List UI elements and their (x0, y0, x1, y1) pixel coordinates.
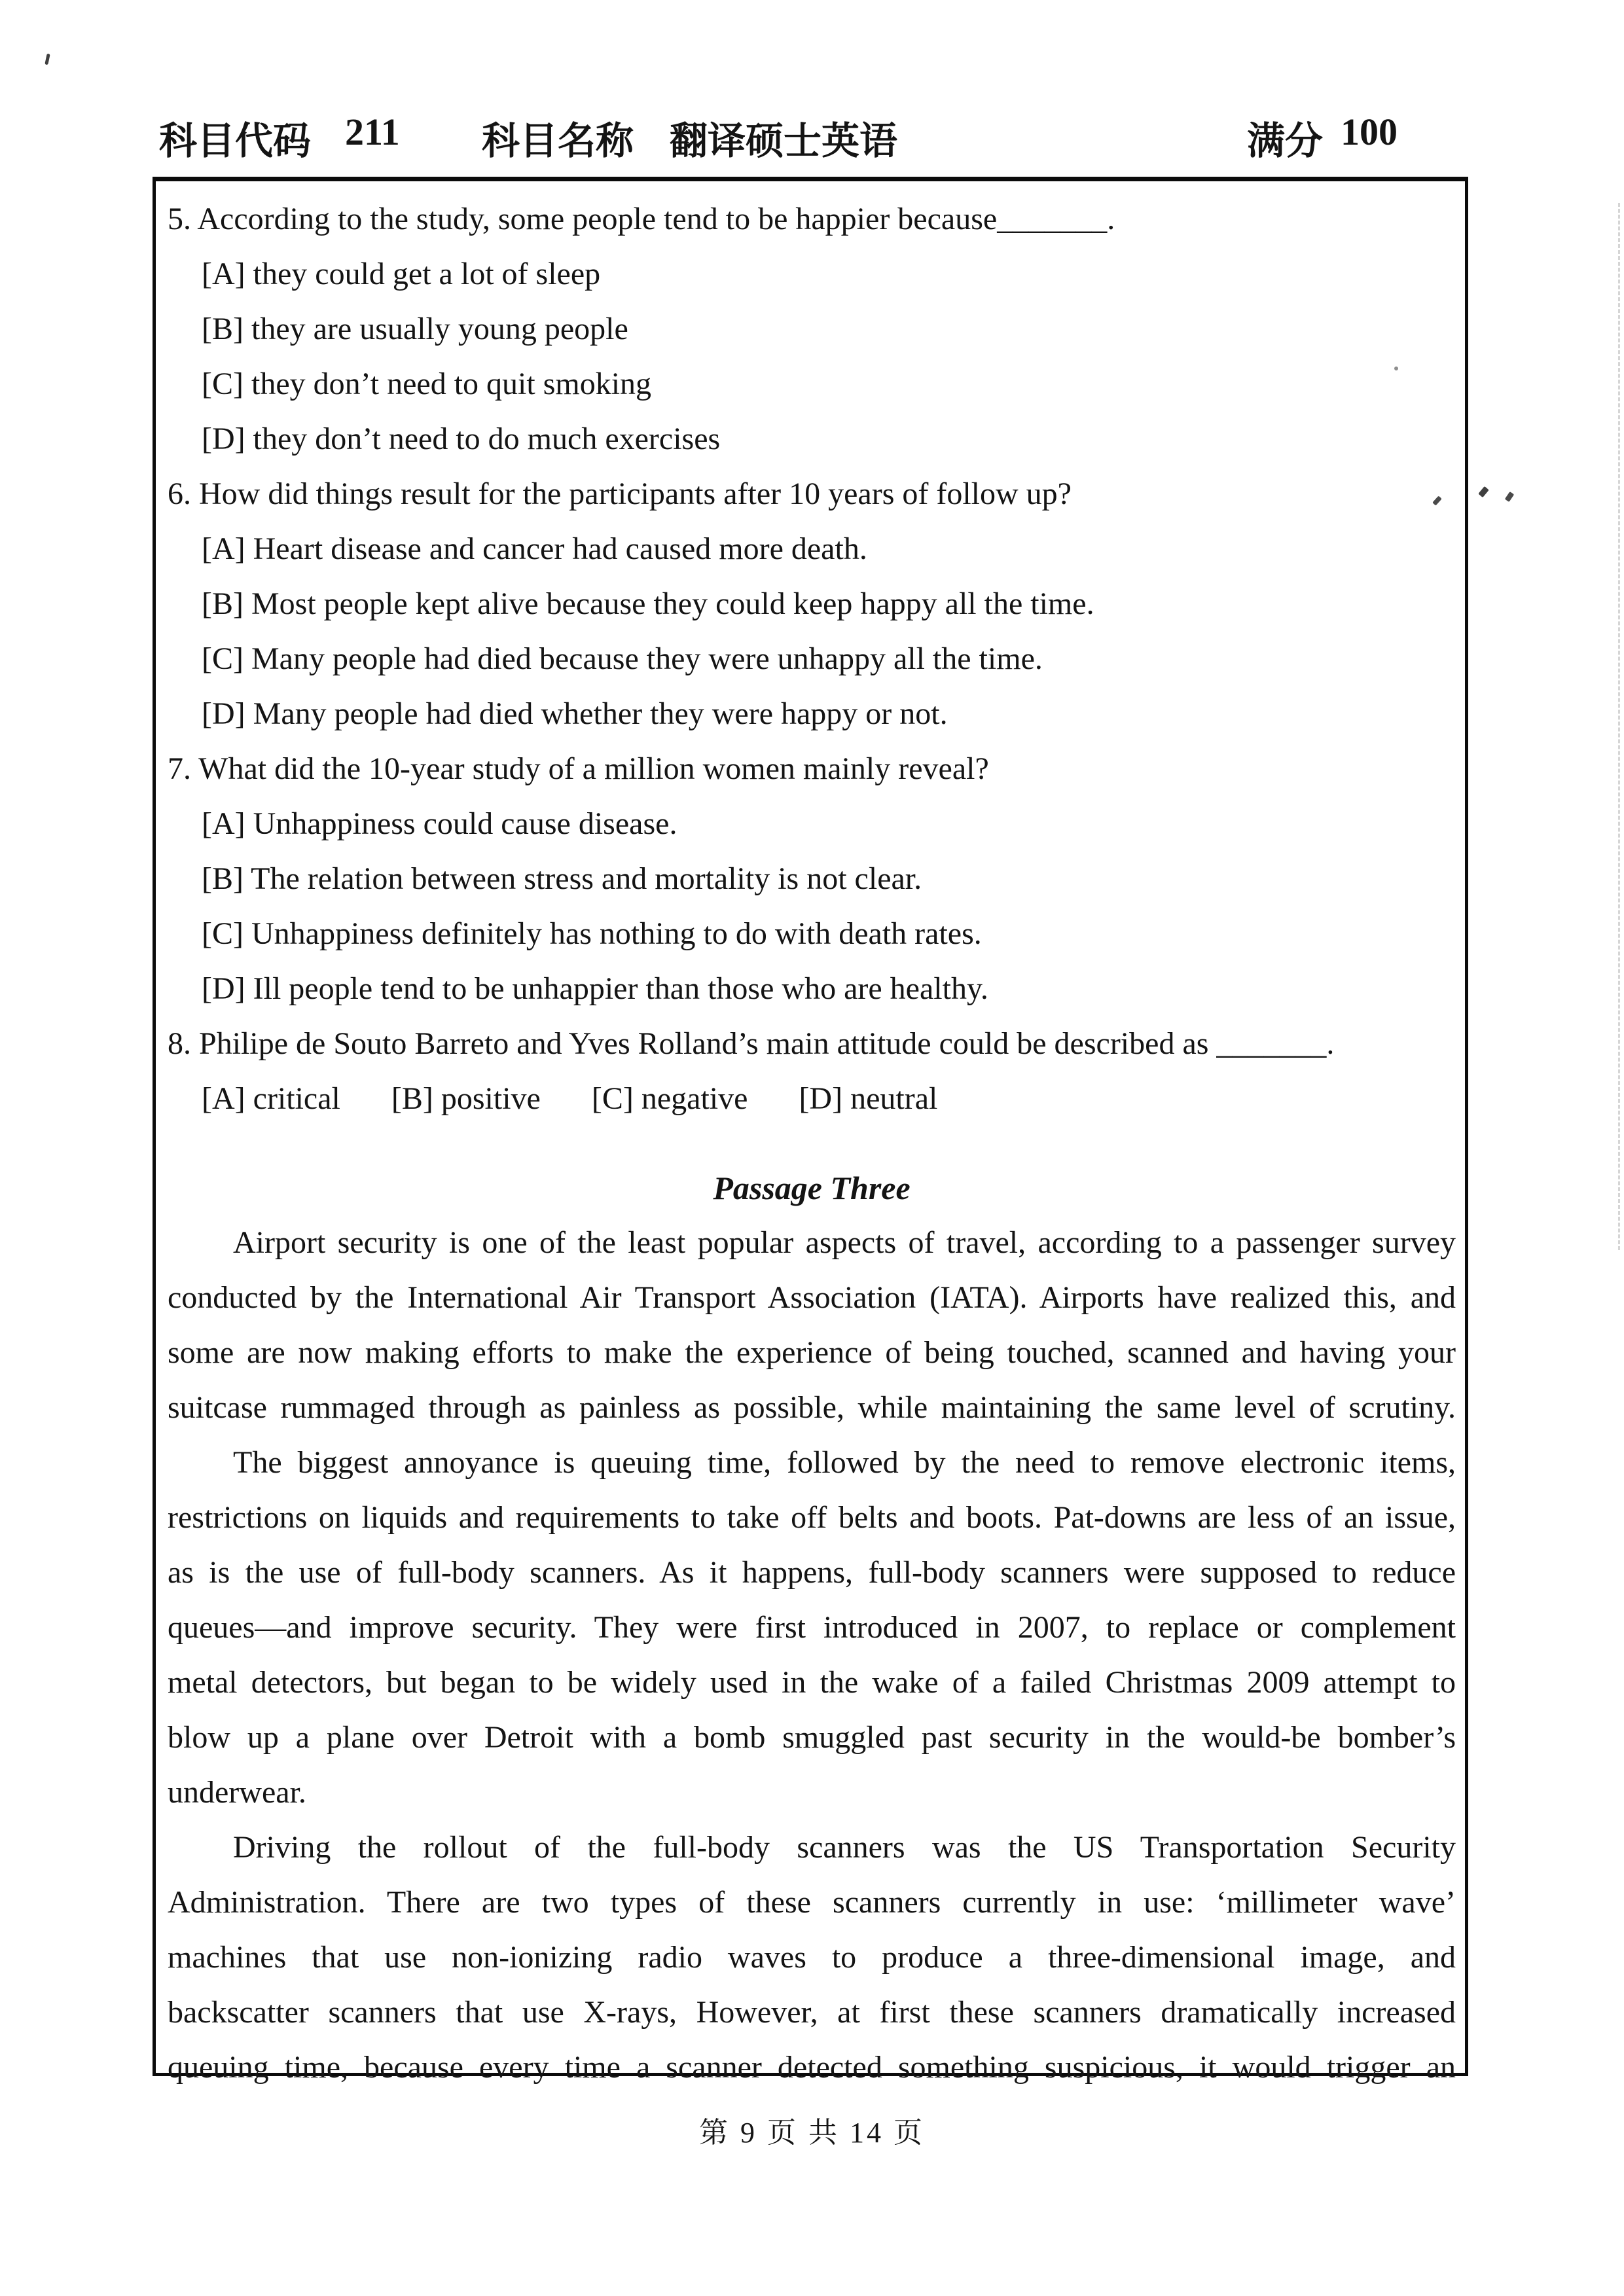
subject-code-value: 211 (345, 111, 400, 153)
question-7-option-b: [B] The relation between stress and mortality is not clear. (202, 861, 922, 896)
question-6-option-d: [D] Many people had died whether they were happy or not. (202, 696, 948, 731)
passage-paragraph-2 (168, 1435, 1456, 1820)
question-6-stem: 6. How did things result for the participants after 10 years of follow up? (168, 476, 1072, 511)
question-6-option-c: [C] Many people had died because they were unhappy all the time. (202, 641, 1043, 676)
passage-paragraph-3 (168, 1820, 1456, 2095)
question-8-option-c: [C] negative (591, 1081, 748, 1116)
passage-line: blow up a plane over Detroit with a bomb smuggled past security in the would-be bomber’s (168, 1720, 1456, 1755)
subject-name-value: 翻译硕士英语 (670, 120, 898, 162)
question-5-option-a: [A] they could get a lot of sleep (202, 257, 601, 291)
passage-line: some are now making efforts to make the experience of being touched, scanned and having your (168, 1335, 1456, 1370)
question-8-option-a: [A] critical (202, 1081, 340, 1116)
scan-speck (1478, 486, 1489, 497)
passage-line: metal detectors, but began to be widely used in the wake of a failed Christmas 2009 attempt to (168, 1665, 1456, 1700)
passage-line: suitcase rummaged through as painless as possible, while maintaining the same level of scrutiny. (168, 1390, 1456, 1425)
passage-paragraph-1 (168, 1215, 1456, 1435)
question-7-option-c: [C] Unhappiness definitely has nothing to do with death rates. (202, 916, 982, 951)
passage-line: underwear. (168, 1775, 306, 1810)
question-5-option-b: [B] they are usually young people (202, 312, 628, 346)
question-7-option-d: [D] Ill people tend to be unhappier than those who are healthy. (202, 971, 988, 1006)
passage-line: machines that use non-ionizing radio waves to produce a three-dimensional image, and (168, 1940, 1456, 1975)
passage-line: conducted by the International Air Transport Association (IATA). Airports have realized this, and (168, 1280, 1456, 1315)
passage-line: The biggest annoyance is queuing time, followed by the need to remove electronic items, (233, 1445, 1456, 1480)
full-score-value: 100 (1341, 111, 1398, 153)
question-5-option-c: [C] they don’t need to quit smoking (202, 367, 652, 401)
question-8-options-row (202, 1071, 1456, 1126)
question-6-option-b: [B] Most people kept alive because they could keep happy all the time. (202, 586, 1094, 621)
question-7-option-a: [A] Unhappiness could cause disease. (202, 806, 677, 841)
exam-header (0, 110, 1624, 162)
question-5-stem: 5. According to the study, some people tend to be happier because_______. (168, 202, 1115, 236)
scan-speck (1394, 367, 1398, 370)
question-8-option-d: [D] neutral (799, 1081, 938, 1116)
passage-line: Driving the rollout of the full-body scanners was the US Transportation Security (233, 1830, 1456, 1865)
page-number: 第 9 页 共 14 页 (699, 2117, 925, 2149)
full-score-label: 满分 (1247, 120, 1324, 162)
passage-title: Passage Three (713, 1170, 911, 1206)
passage-line: as is the use of full-body scanners. As it happens, full-body scanners were supposed to reduce (168, 1555, 1456, 1590)
question-8-option-b: [B] positive (391, 1081, 541, 1116)
passage-line: queues—and improve security. They were first introduced in 2007, to replace or complement (168, 1610, 1456, 1645)
subject-name-label: 科目名称 (482, 120, 634, 162)
question-7-stem: 7. What did the 10-year study of a million women mainly reveal? (168, 751, 989, 786)
question-5-option-d: [D] they don’t need to do much exercises (202, 422, 721, 456)
passage-line: Administration. There are two types of these scanners currently in use: ‘millimeter wave’ (168, 1885, 1456, 1920)
scan-page-edge-artifact (1618, 203, 1620, 1250)
scan-speck (1505, 492, 1514, 502)
scan-speck (45, 54, 50, 65)
exam-content-box (153, 177, 1468, 2085)
passage-line: queuing time, because every time a scanner detected something suspicious, it would trigger an (168, 2050, 1456, 2085)
question-8-stem: 8. Philipe de Souto Barreto and Yves Rolland’s main attitude could be described as _______. (168, 1026, 1335, 1061)
passage-line: backscatter scanners that use X-rays, However, at first these scanners dramatically increased (168, 1995, 1456, 2030)
passage-line: restrictions on liquids and requirements to take off belts and boots. Pat-downs are less of an issue, (168, 1500, 1456, 1535)
subject-code-label: 科目代码 (159, 120, 312, 162)
passage-line: Airport security is one of the least popular aspects of travel, according to a passenger survey (233, 1225, 1456, 1260)
question-6-option-a: [A] Heart disease and cancer had caused more death. (202, 531, 867, 566)
